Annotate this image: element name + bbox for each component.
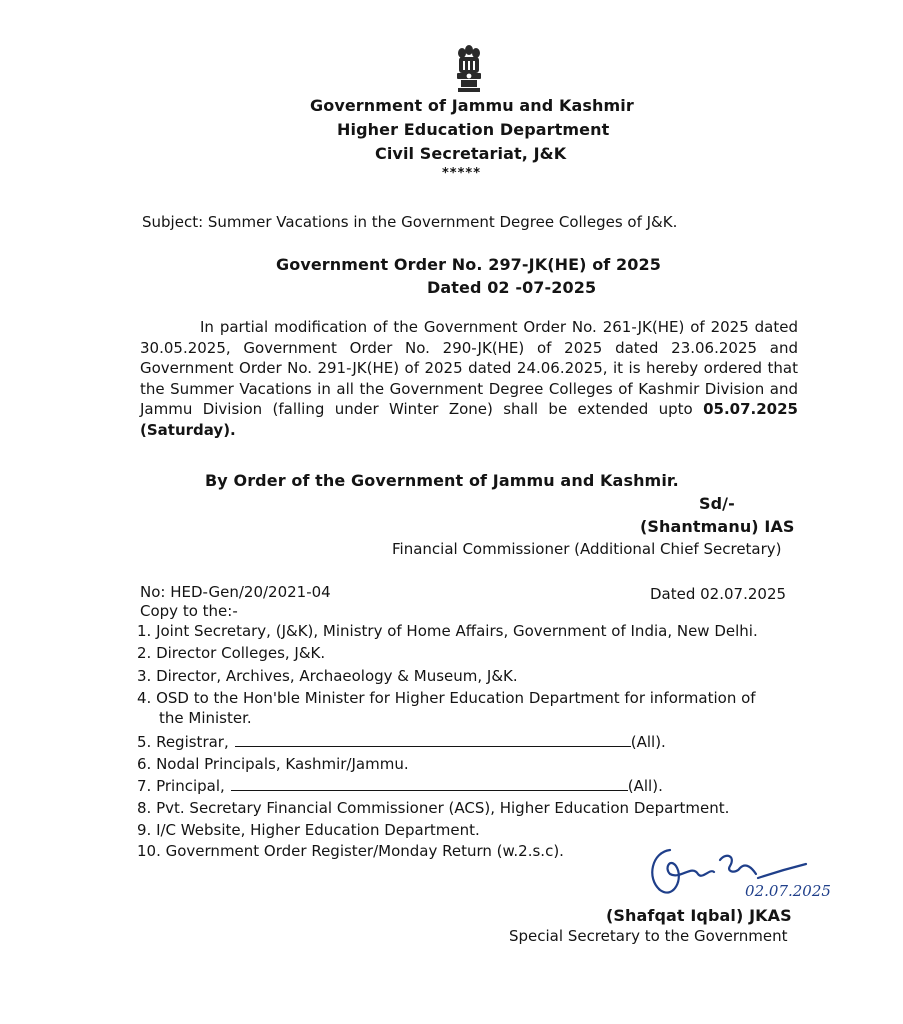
signatory2-designation: Special Secretary to the Government — [509, 927, 788, 945]
order-dated: Dated 02 -07-2025 — [427, 278, 597, 297]
sd-mark: Sd/- — [699, 494, 735, 513]
header-line-3: Civil Secretariat, J&K — [375, 144, 567, 163]
signatory1-name: (Shantmanu) IAS — [640, 517, 795, 536]
header-stars: ***** — [442, 166, 481, 181]
handwritten-signature — [640, 838, 831, 908]
reference-dated: Dated 02.07.2025 — [650, 585, 787, 603]
copy-item-3: 3. Director, Archives, Archaeology & Museum, J&K. — [137, 667, 518, 685]
copy-item-7 — [137, 777, 663, 795]
signatory1-designation: Financial Commissioner (Additional Chief Secretary) — [392, 540, 782, 558]
copy-item-4: 4. OSD to the Hon'ble Minister for Higher Education Department for information of — [137, 689, 756, 707]
copy-item-5-label: 5. Registrar, — [137, 733, 229, 751]
subject-line: Subject: Summer Vacations in the Government Degree Colleges of J&K. — [142, 213, 678, 231]
copy-item-5-suffix: (All). — [630, 733, 666, 751]
reference-number: No: HED-Gen/20/2021-04 — [140, 583, 331, 601]
copy-item-7-label: 7. Principal, — [137, 777, 225, 795]
copy-item-5 — [137, 733, 666, 751]
copy-item-7-suffix: (All). — [627, 777, 663, 795]
copy-to-label: Copy to the:- — [140, 602, 238, 620]
signature-date: 02.07.2025 — [745, 882, 831, 900]
header-line-2: Higher Education Department — [337, 120, 610, 139]
copy-item-1: 1. Joint Secretary, (J&K), Ministry of Home Affairs, Government of India, New Delhi. — [137, 622, 758, 640]
order-paragraph — [140, 317, 798, 440]
national-emblem-icon — [452, 42, 486, 96]
by-order-line: By Order of the Government of Jammu and Kashmir. — [205, 471, 679, 490]
header-line-1: Government of Jammu and Kashmir — [310, 96, 634, 115]
copy-item-9: 9. I/C Website, Higher Education Department. — [137, 821, 480, 839]
copy-item-4-cont: the Minister. — [159, 709, 252, 727]
principal-blank-line — [231, 778, 628, 791]
paragraph-text: In partial modification of the Government Order No. 261-JK(HE) of 2025 dated 30.05.2025, Government Order No. 290-JK(HE) of 2025 dated 23.06.2025 and Government Order No. 291-JK(HE) of 2025 dated 24.06.2025, it is hereby ordered that the Summer Vacations in all the Government Degree Colleges of Kashmir Division and Jammu Division (falling under Winter Zone) shall be extended upto — [140, 318, 798, 418]
registrar-blank-line — [235, 734, 631, 747]
copy-item-6: 6. Nodal Principals, Kashmir/Jammu. — [137, 755, 409, 773]
copy-item-8: 8. Pvt. Secretary Financial Commissioner (ACS), Higher Education Department. — [137, 799, 730, 817]
order-number: Government Order No. 297-JK(HE) of 2025 — [276, 255, 661, 274]
signatory2-name: (Shafqat Iqbal) JKAS — [606, 906, 792, 925]
paragraph-emphasis: 05.07.2025 (Saturday). — [140, 400, 798, 439]
copy-item-2: 2. Director Colleges, J&K. — [137, 644, 326, 662]
copy-item-10: 10. Government Order Register/Monday Return (w.2.s.c). — [137, 842, 564, 860]
